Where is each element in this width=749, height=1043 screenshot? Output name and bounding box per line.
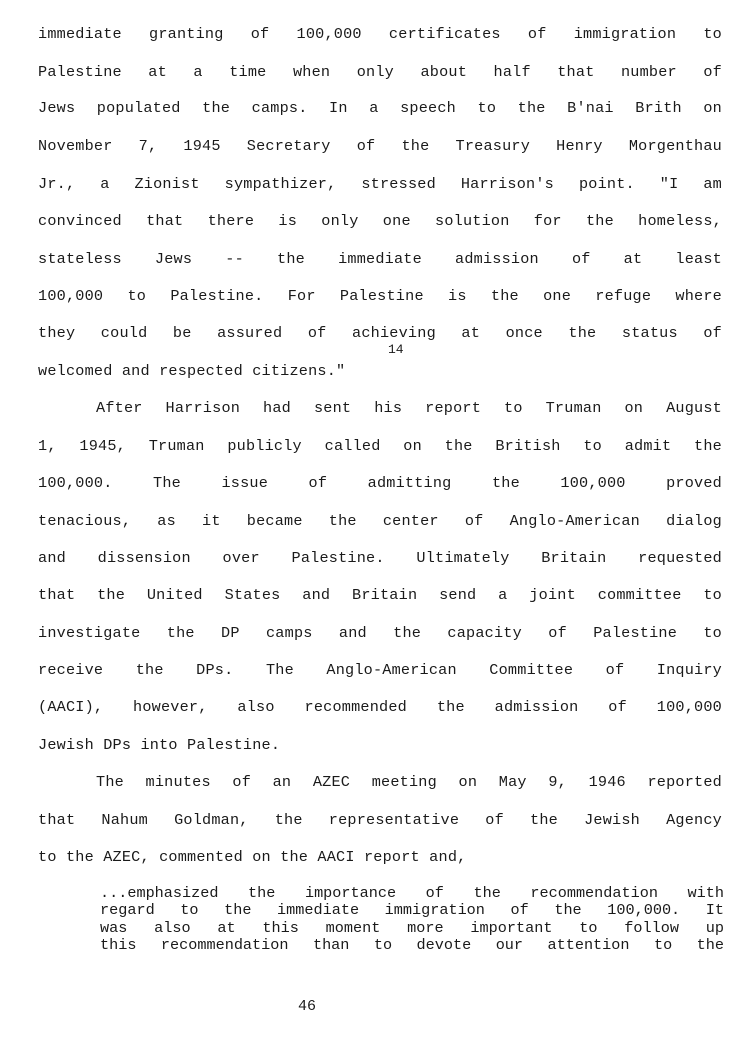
page-number: 46 [297,998,316,1015]
footnote-reference: 14 [388,342,404,357]
text-line: November 7, 1945 Secretary of the Treasury Henry Morgenthau [38,137,722,155]
block-quote-line: regard to the immediate immigration of the 100,000. It [100,901,724,919]
text-line: tenacious, as it became the center of Anglo-American dialog [38,512,722,530]
text-line: 100,000. The issue of admitting the 100,000 proved [38,474,722,492]
text-line: The minutes of an AZEC meeting on May 9, 1946 reported [96,773,722,791]
text-line: immediate granting of 100,000 certificates of immigration to [38,25,722,43]
text-line: receive the DPs. The Anglo-American Committee of Inquiry [38,661,722,679]
text-line: investigate the DP camps and the capacity of Palestine to [38,624,722,642]
text-line: that the United States and Britain send a joint committee to [38,586,722,604]
text-line: 1, 1945, Truman publicly called on the British to admit the [38,437,722,455]
block-quote-line: ...emphasized the importance of the recommendation with [100,884,724,902]
text-line: and dissension over Palestine. Ultimately Britain requested [38,549,722,567]
block-quote-line: was also at this moment more important to follow up [100,919,724,937]
text-line: they could be assured of achieving at once the status of [38,324,722,342]
text-line: After Harrison had sent his report to Truman on August [96,399,722,417]
text-line: Jewish DPs into Palestine. [38,736,281,754]
text-line: to the AZEC, commented on the AACI report and, [38,848,467,866]
block-quote-line: this recommendation than to devote our attention to the [100,936,724,954]
text-line: (AACI), however, also recommended the admission of 100,000 [38,698,722,716]
text-line: 100,000 to Palestine. For Palestine is the one refuge where [38,287,722,305]
text-line: Jews populated the camps. In a speech to the B'nai Brith on [38,99,722,117]
text-line: welcomed and respected citizens." [38,362,346,380]
text-line: Jr., a Zionist sympathizer, stressed Harrison's point. "I am [38,175,722,193]
text-line: convinced that there is only one solution for the homeless, [38,212,722,230]
text-line: stateless Jews -- the immediate admission of at least [38,250,722,268]
text-line: Palestine at a time when only about half that number of [38,63,722,81]
text-line: that Nahum Goldman, the representative of the Jewish Agency [38,811,722,829]
